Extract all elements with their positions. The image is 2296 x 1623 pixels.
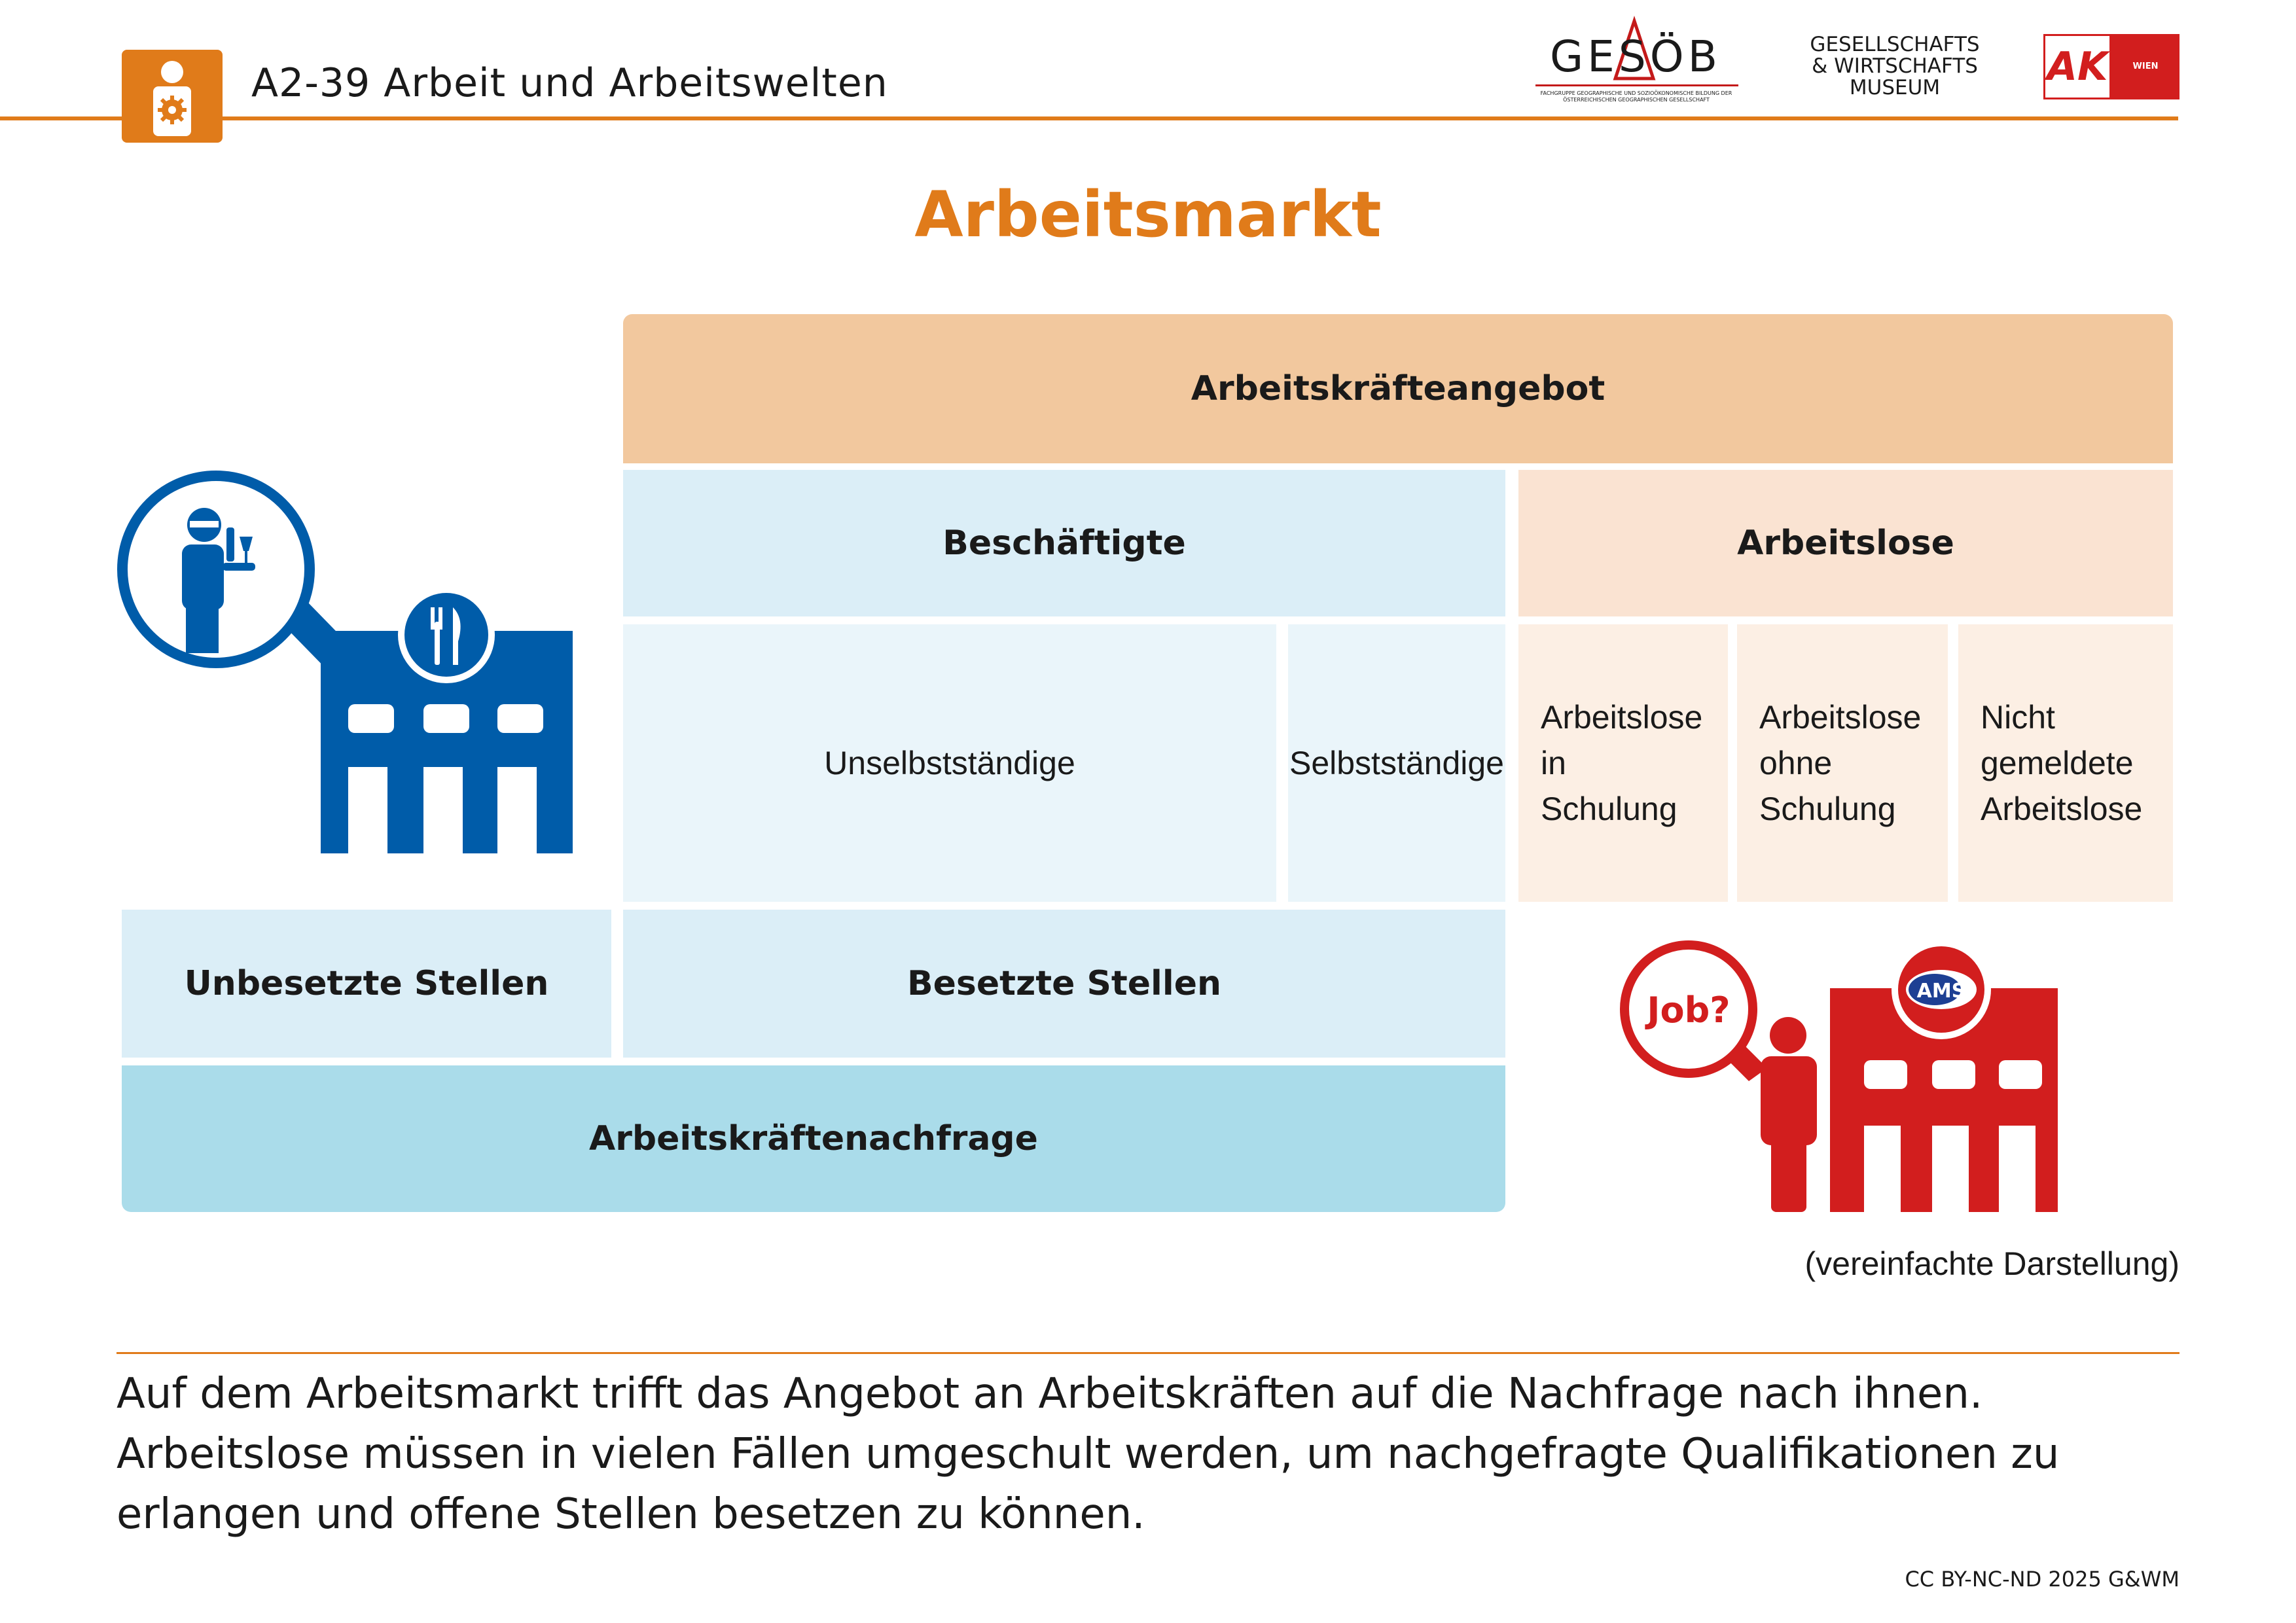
job-bubble-text: Job? — [1647, 990, 1731, 1031]
cell-arbeitslose-in-schulung: Arbeitslose in Schulung — [1518, 624, 1728, 902]
license-text: CC BY-NC-ND 2025 G&WM — [1905, 1567, 2179, 1592]
gesoeb-logo-subtitle: FACHGRUPPE GEOGRAPHISCHE UND SOZIOÖKONOMISCHE BILDUNG DER ÖSTERREICHISCHEN GEOGRAPHISCHEN GESELLSCHAFT — [1540, 90, 1732, 103]
cell-besetzte-stellen: Besetzte Stellen — [623, 910, 1505, 1058]
page-title: Arbeitsmarkt — [914, 178, 1382, 251]
cell-arbeitskraeftenachfrage: Arbeitskräftenachfrage — [122, 1065, 1505, 1212]
footnote: (vereinfachte Darstellung) — [1804, 1245, 2179, 1282]
ams-sign-text: AMS — [1916, 980, 1966, 1003]
ak-logo: AK — [2043, 34, 2111, 99]
description-text: Auf dem Arbeitsmarkt trifft das Angebot an Arbeitskräften auf die Nachfrage nach ihnen. Arbeitslose müssen in vielen Fällen umgeschult werden, um nachgefragte Qualifikationen zu erlangen und offene Stellen besetzen zu können. — [117, 1370, 2060, 1539]
cell-beschaeftigte: Beschäftigte — [623, 470, 1505, 616]
cell-nicht-gemeldete-arbeitslose: Nicht gemeldete Arbeitslose — [1958, 624, 2173, 902]
cell-arbeitslose: Arbeitslose — [1518, 470, 2173, 616]
separator-rule — [117, 1352, 2179, 1354]
ams-job-seeker-icon — [1610, 929, 2094, 1217]
worker-gear-icon — [122, 50, 223, 143]
header-rule — [0, 116, 2178, 120]
ak-wien-logo: WIEN — [2111, 34, 2179, 99]
museum-logo-line3: MUSEUM — [1849, 76, 1941, 99]
museum-logo-line1: GESELLSCHAFTS — [1810, 33, 1980, 56]
cell-selbststaendige: Selbstständige — [1288, 624, 1505, 902]
museum-logo — [1793, 34, 1996, 99]
cell-arbeitskraefteangebot: Arbeitskräfteangebot — [623, 314, 2173, 463]
cell-unselbststaendige: Unselbstständige — [623, 624, 1276, 902]
gesoeb-logo — [1532, 20, 1748, 101]
header-title: A2-39 Arbeit und Arbeitswelten — [251, 60, 888, 106]
museum-logo-line2: & WIRTSCHAFTS — [1812, 54, 1978, 78]
cell-arbeitslose-ohne-schulung: Arbeitslose ohne Schulung — [1737, 624, 1948, 902]
cell-unbesetzte-stellen: Unbesetzte Stellen — [122, 910, 611, 1058]
gesoeb-logo-rule — [1535, 84, 1738, 86]
gesoeb-logo-text: GESÖB — [1550, 31, 1721, 82]
restaurant-employer-icon — [118, 471, 576, 857]
